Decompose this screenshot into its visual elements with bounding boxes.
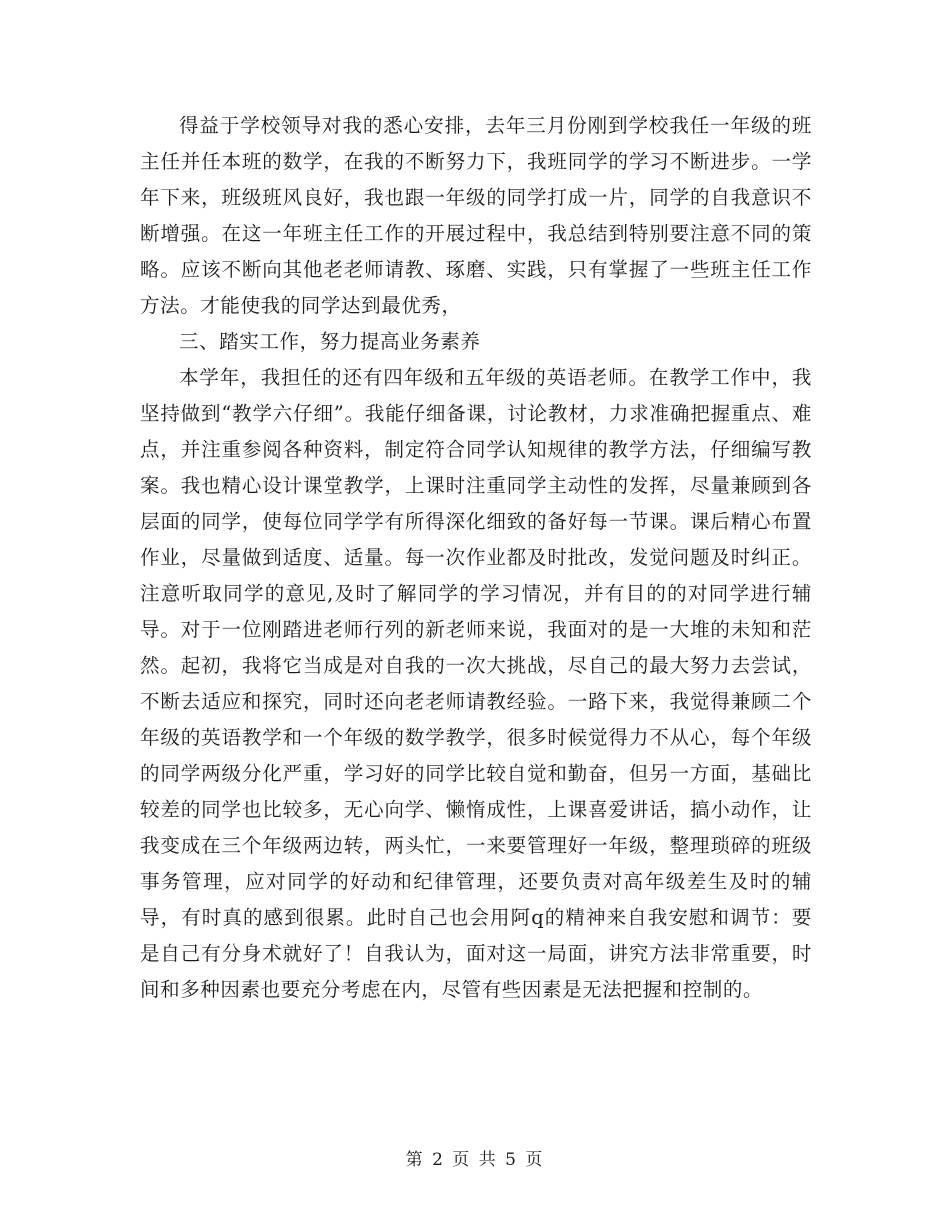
section-heading: 三、踏实工作，努力提高业务素养 [179,330,481,353]
page-footer: 第 2 页 共 5 页 [405,1150,545,1170]
document-body [140,108,812,1008]
paragraph-class-teacher: 得益于学校领导对我的悉心安排，去年三月份刚到学校我任一年级的班主任并任本班的数学，在我的不断努力下，我班同学的学习不断进步。一学年下来，班级班风良好，我也跟一年级的同学打成一片，同学的自我意识不断增强。在这一年班主任工作的开展过程中，我总结到特别要注意不同的策略。应该不断向其他老老师请教、琢磨、实践，只有掌握了一些班主任工作方法。才能使我的同学达到最优秀， [140,114,812,317]
paragraph-english-teaching: 本学年，我担任的还有四年级和五年级的英语老师。在教学工作中，我坚持做到“教学六仔细”。我能仔细备课，讨论教材，力求准确把握重点、难点，并注重参阅各种资料，制定符合同学认知规律的教学方法，仔细编写教案。我也精心设计课堂教学，上课时注重同学主动性的发挥，尽量兼顾到各层面的同学，使每位同学学有所得深化细致的备好每一节课。课后精心布置作业，尽量做到适度、适量。每一次作业都及时批改，发觉问题及时纠正。注意听取同学的意见,及时了解同学的学习情况，并有目的的对同学进行辅导。对于一位刚踏进老师行列的新老师来说，我面对的是一大堆的未知和茫然。起初，我将它当成是对自我的一次大挑战，尽自己的最大努力去尝试，不断去适应和探究，同时还向老老师请教经验。一路下来，我觉得兼顾二个年级的英语教学和一个年级的数学教学，很多时候觉得力不从心，每个年级的同学两级分化严重，学习好的同学比较自觉和勤奋，但另一方面，基础比较差的同学也比较多，无心向学、懒惰成性，上课喜爱讲话，搞小动作，让我变成在三个年级两边转，两头忙，一来要管理好一年级，整理琐碎的班级事务管理，应对同学的好动和纪律管理，还要负责对高年级差生及时的辅导，有时真的感到很累。此时自己也会用阿q的精神来自我安慰和调节：要是自己有分身术就好了！自我认为，面对这一局面，讲究方法非常重要，时间和多种因素也要充分考虑在内，尽管有些因素是无法把握和控制的。 [140,366,812,1001]
